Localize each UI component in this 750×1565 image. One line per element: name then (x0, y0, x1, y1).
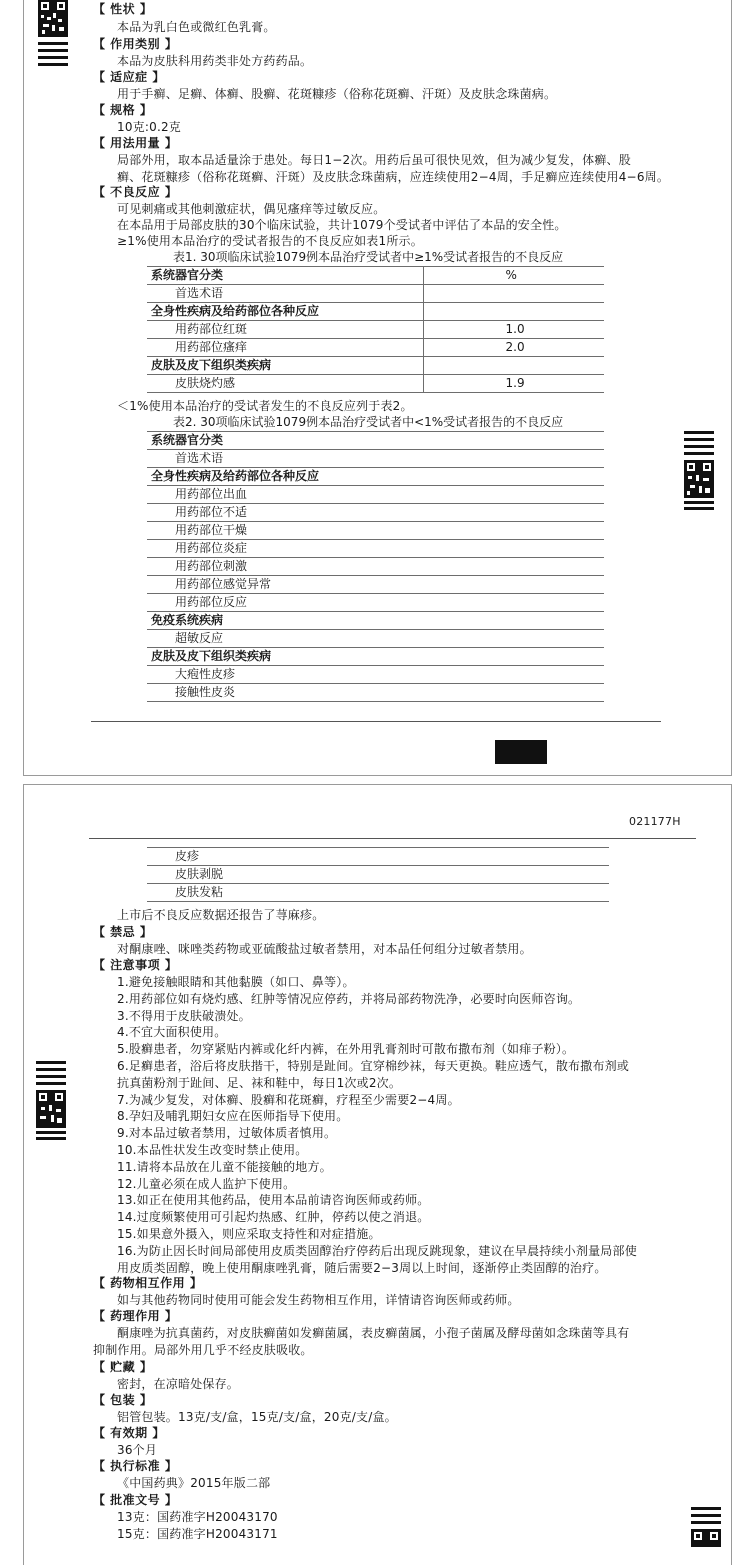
table1-row (147, 357, 604, 375)
table2-term: 用药部位炎症 (147, 540, 604, 558)
precaution-item: 12.儿童必须在成人监护下使用。 (117, 1176, 296, 1191)
table1-header-percent: % (423, 267, 604, 285)
table2-row (147, 630, 604, 648)
table1 (147, 266, 604, 393)
table1-term: 全身性疾病及给药部位各种反应 (147, 303, 423, 321)
heading-baozhuang: 【 包装 】 (93, 1393, 153, 1407)
text-shiyingzheng: 用于手癣、足癣、体癣、股癣、花斑糠疹（俗称花斑癣、汗斑）及皮肤念珠菌病。 (117, 87, 557, 101)
table2-note: ＜1%使用本品治疗的受试者发生的不良反应列于表2。 (117, 399, 413, 413)
table2 (147, 431, 604, 702)
heading-yaoli: 【 药理作用 】 (93, 1309, 178, 1323)
text-yaoli-2: 抑制作用。局部外用几乎不经皮肤吸收。 (93, 1343, 313, 1357)
table2-term: 用药部位干燥 (147, 522, 604, 540)
table2-row (147, 612, 604, 630)
precaution-item: 3.不得用于皮肤破溃处。 (117, 1008, 251, 1023)
table1-header-row (147, 267, 604, 285)
table2-row (147, 594, 604, 612)
table2-term: 用药部位感觉异常 (147, 576, 604, 594)
table2-row (147, 522, 604, 540)
precaution-item: 用皮质类固醇，晚上使用酮康唑乳膏，随后需要2−3周以上时间，逐渐停止类固醇的治疗。 (117, 1260, 607, 1275)
table1-percent: 2.0 (423, 339, 604, 357)
qr-code-icon (691, 1507, 723, 1547)
text-baozhuang: 铝管包装。13克/支/盒，15克/支/盒，20克/支/盒。 (117, 1410, 397, 1424)
precaution-item: 4.不宜大面积使用。 (117, 1025, 227, 1040)
table2-row (147, 486, 604, 504)
table1-header-category: 系统器官分类 (147, 267, 423, 285)
text-jinji: 对酮康唑、咪唑类药物或亚硫酸盐过敏者禁用，对本品任何组分过敏者禁用。 (117, 942, 532, 956)
table2-row (147, 684, 604, 702)
heading-biaozhun: 【 执行标准 】 (93, 1459, 178, 1473)
text-buliang-3: ≥1%使用本品治疗的受试者报告的不良反应如表1所示。 (117, 234, 423, 248)
text-yongfa-2: 癣、花斑糠疹（俗称花斑癣、汗斑）及皮肤念珠菌病，应连续使用2−4周，手足癣应连续使用4−6周。 (117, 170, 670, 184)
precaution-item: 7.为减少复发，对体癣、股癣和花斑癣，疗程至少需要2−4周。 (117, 1092, 460, 1107)
table1-row (147, 285, 604, 303)
precaution-item: 6.足癣患者，浴后将皮肤揩干，特别是趾间。宜穿棉纱袜，每天更换。鞋应透气，散布撒布剂或 (117, 1059, 630, 1073)
precaution-item: 15.如果意外摄入，则应采取支持性和对症措施。 (117, 1227, 381, 1241)
heading-jinji: 【 禁忌 】 (93, 925, 153, 939)
table2-continued-term: 皮疹 (147, 848, 609, 866)
table2-row (147, 666, 604, 684)
table1-percent (423, 285, 604, 303)
table1-row (147, 339, 604, 357)
table2-row (147, 504, 604, 522)
table1-term: 皮肤烧灼感 (147, 375, 423, 393)
leaflet-page-2 (23, 784, 732, 1565)
table2-continued-row (147, 866, 609, 884)
precaution-item: 13.如正在使用其他药品，使用本品前请咨询医师或药师。 (117, 1193, 430, 1208)
table2-caption: 表2. 30项临床试验1079例本品治疗受试者中<1%受试者报告的不良反应 (173, 415, 564, 429)
precaution-item: 8.孕妇及哺乳期妇女应在医师指导下使用。 (117, 1109, 349, 1124)
precaution-item: 5.股癣患者，勿穿紧贴内裤或化纤内裤，在外用乳膏剂时可散布撒布剂（如痱子粉）。 (117, 1042, 575, 1057)
heading-zhucang: 【 贮藏 】 (93, 1360, 153, 1374)
precaution-item: 16.为防止因长时间局部使用皮质类固醇治疗停药后出现反跳现象，建议在早晨持续小剂量局部使 (117, 1243, 637, 1258)
table2-continued-term: 皮肤发粘 (147, 884, 609, 902)
precaution-item: 14.过度频繁使用可引起灼热感、红肿，停药以使之消退。 (117, 1210, 430, 1225)
text-pizhun-1: 13克：国药准字H20043170 (117, 1510, 278, 1524)
top-divider-line (89, 838, 696, 839)
batch-code: 021177H (629, 815, 681, 828)
table2-term: 免疫系统疾病 (147, 612, 604, 630)
table2-term: 系统器官分类 (147, 432, 604, 450)
black-marker (495, 740, 547, 764)
postmarket-note: 上市后不良反应数据还报告了荨麻疹。 (117, 908, 325, 922)
table1-percent: 1.0 (423, 321, 604, 339)
heading-shiyingzheng: 【 适应症 】 (93, 70, 165, 84)
text-yaoli-1: 酮康唑为抗真菌药，对皮肤癣菌如发癣菌属，表皮癣菌属，小孢子菌属及酵母菌如念珠菌等具有 (117, 1326, 630, 1340)
text-zuoyong-leibie: 本品为皮肤科用药类非处方药药品。 (117, 54, 313, 68)
table2-continued-row (147, 848, 609, 866)
leaflet-page-1 (23, 0, 732, 776)
heading-xianghu: 【 药物相互作用 】 (93, 1276, 203, 1290)
precaution-item: 10.本品性状发生改变时禁止使用。 (117, 1143, 308, 1157)
table2-term: 大疱性皮疹 (147, 666, 604, 684)
text-youxiaoqi: 36个月 (117, 1443, 158, 1457)
table2-term: 用药部位反应 (147, 594, 604, 612)
table1-row (147, 303, 604, 321)
table2-row (147, 540, 604, 558)
table2-row (147, 576, 604, 594)
table1-term: 用药部位瘙痒 (147, 339, 423, 357)
precaution-item: 9.对本品过敏者禁用，过敏体质者慎用。 (117, 1126, 337, 1141)
heading-yongfa: 【 用法用量 】 (93, 136, 178, 150)
text-xianghu: 如与其他药物同时使用可能会发生药物相互作用，详情请咨询医师或药师。 (117, 1293, 520, 1307)
heading-zhuyi: 【 注意事项 】 (93, 958, 178, 972)
heading-guige: 【 规格 】 (93, 103, 153, 117)
heading-youxiaoqi: 【 有效期 】 (93, 1426, 165, 1440)
table2-row (147, 468, 604, 486)
table2-term: 超敏反应 (147, 630, 604, 648)
heading-pizhun: 【 批准文号 】 (93, 1493, 178, 1507)
table2-term: 用药部位刺激 (147, 558, 604, 576)
table2-continued (147, 847, 609, 902)
table2-term: 首选术语 (147, 450, 604, 468)
table2-continued-row (147, 884, 609, 902)
qr-code-icon (684, 431, 716, 511)
table2-row (147, 558, 604, 576)
table1-caption: 表1. 30项临床试验1079例本品治疗受试者中≥1%受试者报告的不良反应 (173, 250, 564, 264)
text-xingzhuang: 本品为乳白色或微红色乳膏。 (117, 20, 276, 34)
table1-percent (423, 357, 604, 375)
text-buliang-1: 可见刺痛或其他刺激症状，偶见瘙痒等过敏反应。 (117, 202, 386, 216)
heading-zuoyong-leibie: 【 作用类别 】 (93, 37, 178, 51)
heading-xingzhuang: 【 性状 】 (93, 2, 153, 16)
table2-continued-term: 皮肤剥脱 (147, 866, 609, 884)
divider-line (91, 721, 661, 722)
table1-term: 皮肤及皮下组织类疾病 (147, 357, 423, 375)
text-pizhun-2: 15克：国药准字H20043171 (117, 1527, 278, 1541)
table2-row (147, 450, 604, 468)
text-guige: 10克:0.2克 (117, 120, 181, 134)
qr-code-icon (36, 1061, 68, 1141)
table1-percent (423, 303, 604, 321)
table1-row (147, 375, 604, 393)
table2-row (147, 648, 604, 666)
table1-term: 用药部位红斑 (147, 321, 423, 339)
table2-row (147, 432, 604, 450)
table2-term: 全身性疾病及给药部位各种反应 (147, 468, 604, 486)
table2-term: 用药部位不适 (147, 504, 604, 522)
qr-code-icon (38, 0, 72, 71)
precaution-item: 11.请将本品放在儿童不能接触的地方。 (117, 1159, 332, 1174)
heading-buliang: 【 不良反应 】 (93, 185, 178, 199)
text-biaozhun: 《中国药典》2015年版二部 (117, 1476, 271, 1490)
table2-term: 皮肤及皮下组织类疾病 (147, 648, 604, 666)
text-zhucang: 密封，在凉暗处保存。 (117, 1377, 240, 1391)
precaution-item: 抗真菌粉剂于趾间、足、袜和鞋中，每日1次或2次。 (117, 1075, 402, 1090)
precaution-item: 2.用药部位如有烧灼感、红肿等情况应停药，并将局部药物洗净，必要时向医师咨询。 (117, 991, 581, 1006)
table1-row (147, 321, 604, 339)
precaution-item: 1.避免接触眼睛和其他黏膜（如口、鼻等）。 (117, 975, 355, 989)
table2-term: 用药部位出血 (147, 486, 604, 504)
table2-term: 接触性皮炎 (147, 684, 604, 702)
text-yongfa-1: 局部外用，取本品适量涂于患处。每日1−2次。用药后虽可很快见效，但为减少复发，体癣、股 (117, 153, 631, 167)
text-buliang-2: 在本品用于局部皮肤的30个临床试验，共计1079个受试者中评估了本品的安全性。 (117, 218, 567, 232)
table1-percent: 1.9 (423, 375, 604, 393)
table1-term: 首选术语 (147, 285, 423, 303)
